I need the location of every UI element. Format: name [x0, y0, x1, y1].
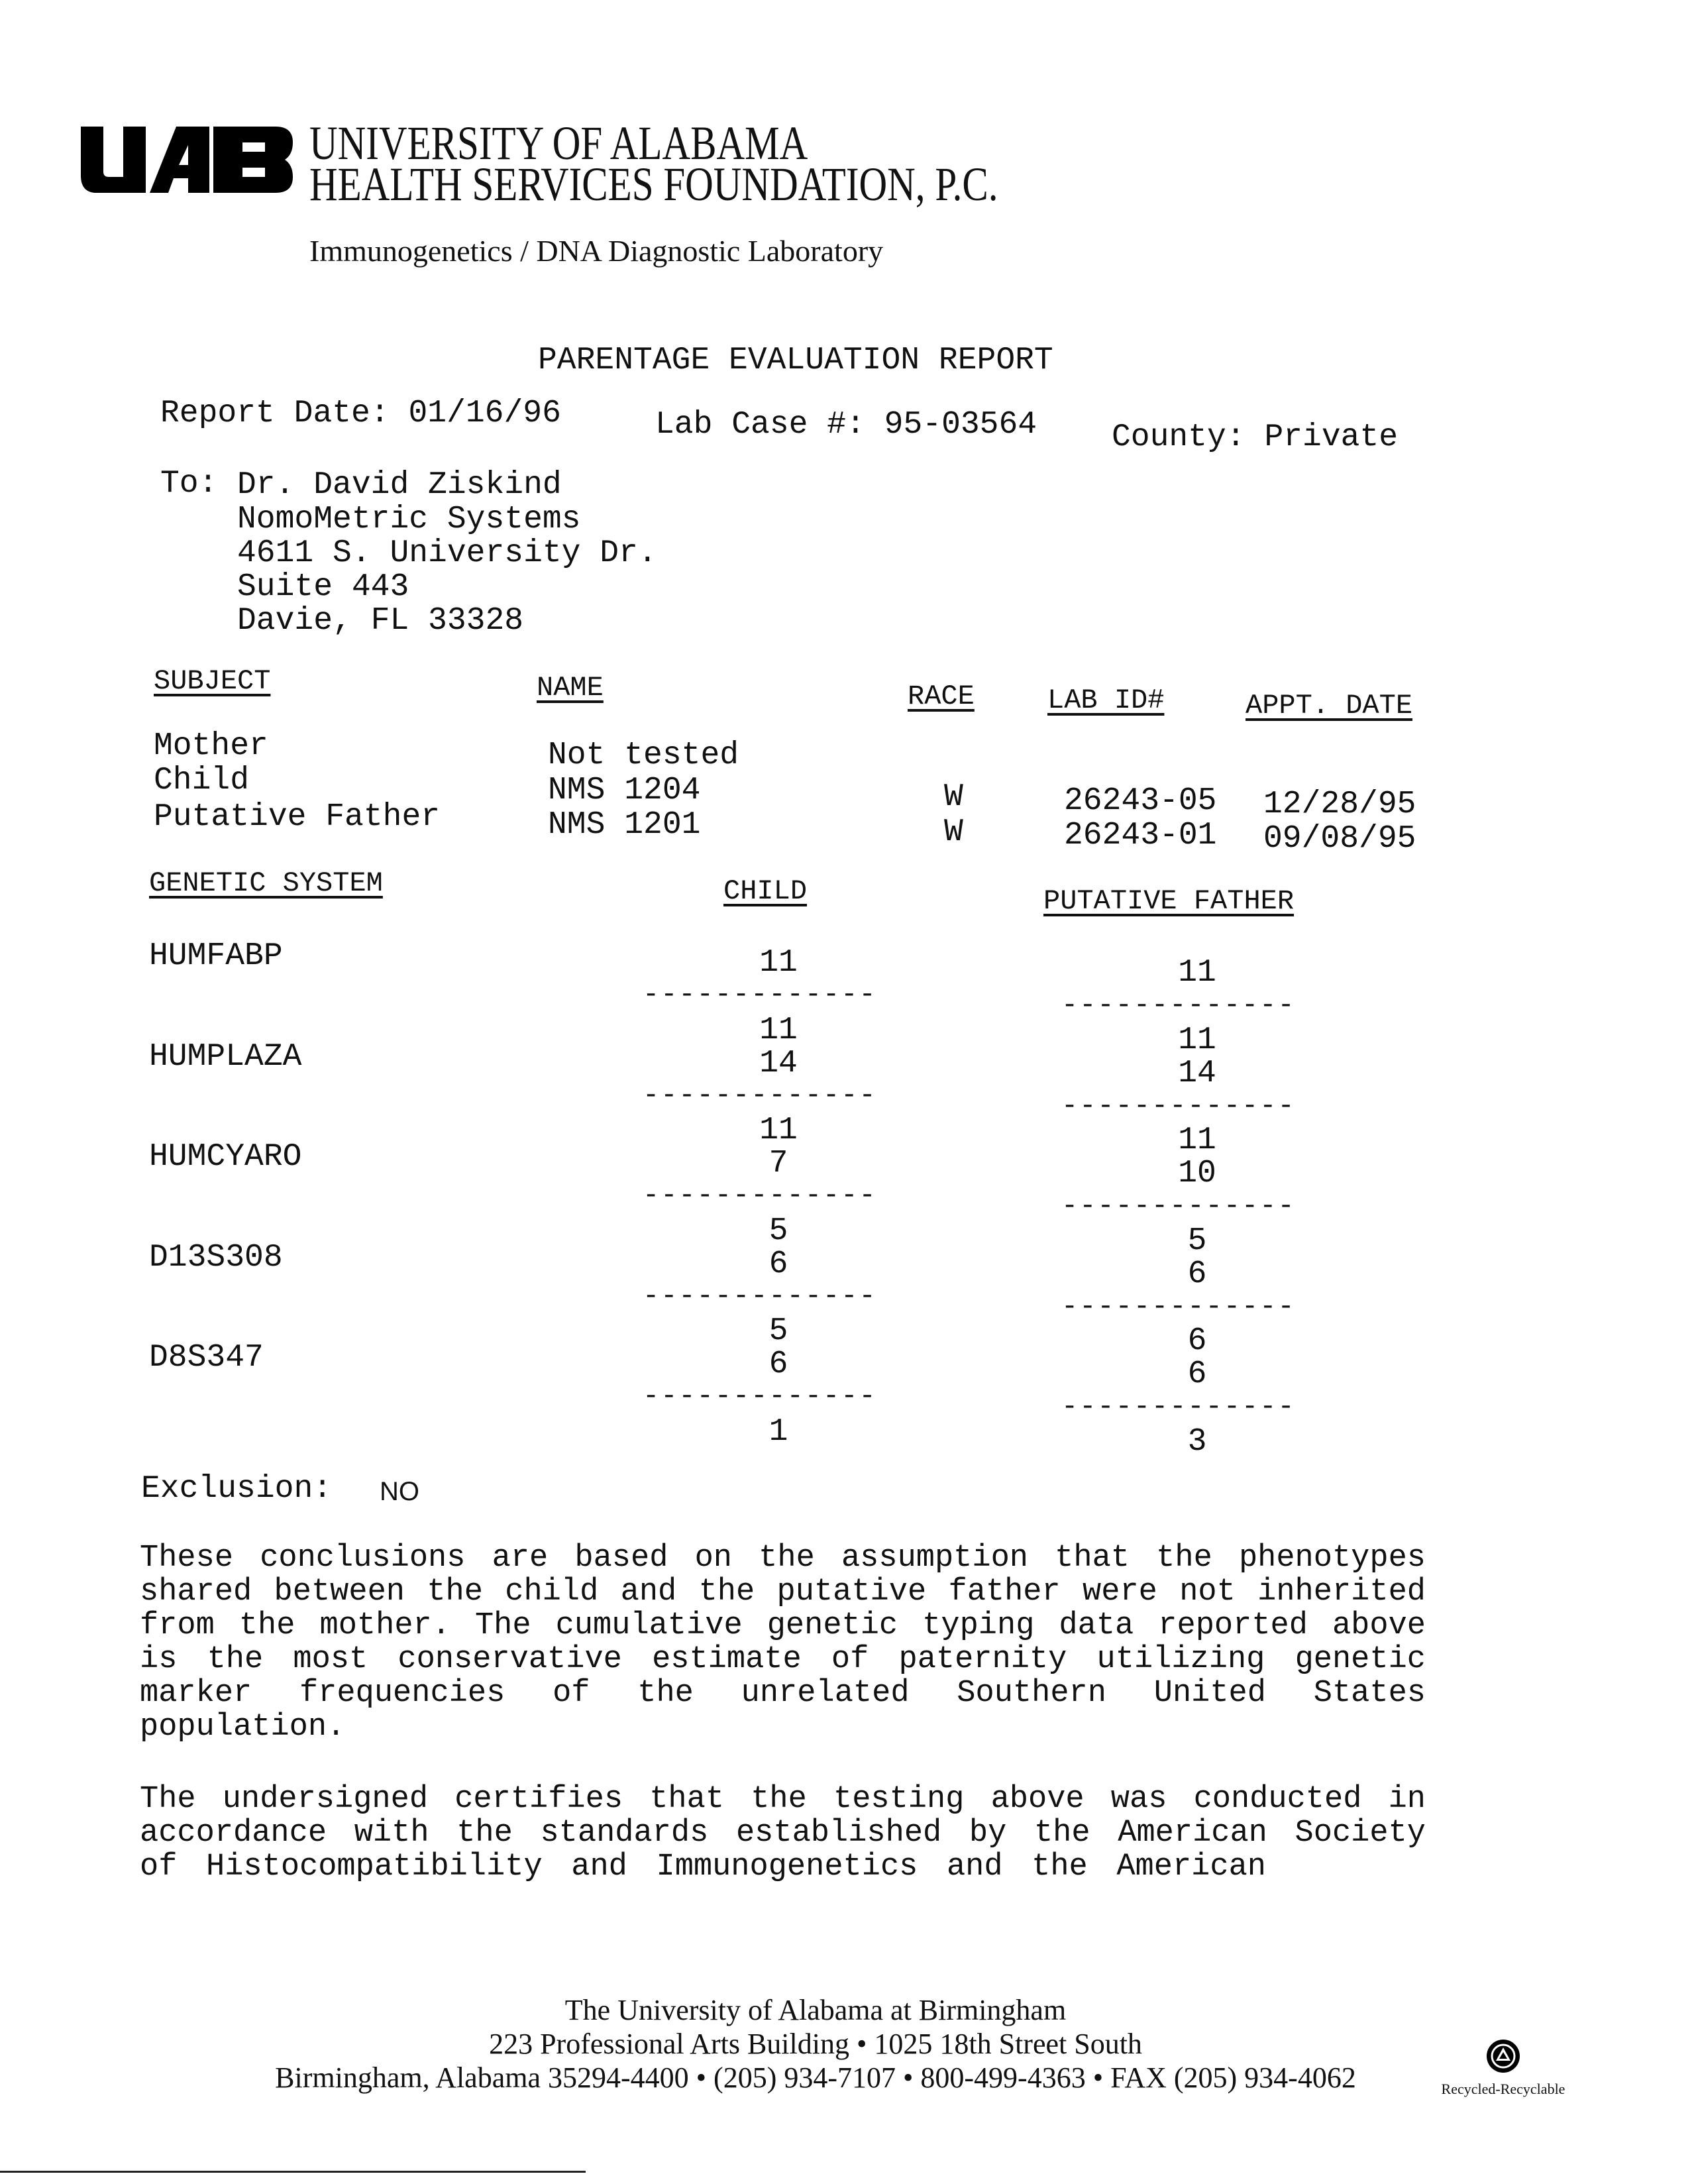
recycle-icon: [1485, 2038, 1521, 2074]
child-allele: 11: [759, 1012, 798, 1048]
father-allele: 6: [1187, 1323, 1207, 1360]
child-allele: 5: [768, 1213, 788, 1249]
header-putative-father: PUTATIVE FATHER: [1043, 885, 1295, 917]
subject-child: Child: [154, 763, 250, 798]
footer-line1: The University of Alabama at Birmingham: [564, 1994, 1067, 2026]
father-total: 3: [1187, 1424, 1207, 1460]
name-mother: Not tested: [548, 737, 739, 773]
paragraph-line: These conclusions are based on the assumption that the phenotypes: [140, 1541, 1426, 1576]
paragraph-line: accordance with the standards established by the American Society: [140, 1816, 1426, 1851]
department-name: Immunogenetics / DNA Diagnostic Laboratory: [309, 234, 884, 268]
name-child: NMS 1204: [548, 773, 701, 808]
genetic-system-name: HUMPLAZA: [149, 1038, 302, 1075]
recipient-line: NomoMetric Systems: [237, 502, 581, 537]
row-separator: -------------: [643, 1380, 877, 1413]
bottom-rule: [0, 2171, 586, 2173]
genetic-system-name: D13S308: [149, 1239, 283, 1276]
paragraph-line: population.: [140, 1710, 346, 1745]
row-separator: -------------: [1061, 1089, 1296, 1122]
father-allele: 11: [1178, 1122, 1216, 1159]
father-allele: 5: [1187, 1223, 1207, 1259]
lab-id-putative-father: 26243-01: [1064, 818, 1217, 853]
race-child: W: [944, 779, 963, 815]
exclusion-value: NO: [380, 1477, 419, 1506]
lab-case-number: Lab Case #: 95-03564: [655, 407, 1037, 443]
child-allele: 7: [768, 1146, 788, 1182]
recycle-label: Recycled-Recyclable: [1441, 2081, 1565, 2097]
header-lab-id: LAB ID#: [1047, 684, 1165, 716]
exclusion-label: Exclusion:: [141, 1471, 333, 1507]
row-separator: -------------: [1061, 1190, 1296, 1223]
org-name-line2: HEALTH SERVICES FOUNDATION, P.C.: [309, 158, 998, 211]
paragraph-line: marker frequencies of the unrelated Southern United States: [140, 1676, 1426, 1711]
row-separator: -------------: [1061, 989, 1296, 1022]
uab-logo: [77, 123, 295, 197]
child-allele: 11: [759, 945, 798, 981]
child-allele: 11: [759, 1113, 798, 1149]
row-separator: -------------: [643, 979, 877, 1011]
subject-mother: Mother: [154, 728, 268, 764]
header-race: RACE: [908, 681, 975, 712]
father-allele: 11: [1178, 955, 1216, 991]
recipient-line: Davie, FL 33328: [237, 603, 524, 639]
recipient-line: Dr. David Ziskind: [237, 467, 562, 503]
paragraph-line: from the mother. The cumulative genetic typing data reported above: [140, 1608, 1426, 1643]
row-separator: -------------: [1061, 1391, 1296, 1423]
row-separator: -------------: [643, 1079, 877, 1111]
header-child: CHILD: [723, 875, 808, 907]
genetic-system-name: D8S347: [149, 1340, 264, 1376]
child-total: 1: [768, 1414, 788, 1450]
child-allele: 14: [759, 1045, 798, 1081]
header-appt-date: APPT. DATE: [1246, 690, 1413, 722]
header-name: NAME: [537, 672, 604, 704]
paragraph-line: The undersigned certifies that the testing above was conducted in: [140, 1782, 1426, 1817]
appt-date-child: 12/28/95: [1263, 787, 1416, 822]
footer-line3: Birmingham, Alabama 35294-4400 • (205) 934-7107 • 800-499-4363 • FAX (205) 934-4062: [275, 2061, 1356, 2094]
appt-date-putative-father: 09/08/95: [1263, 821, 1416, 857]
child-allele: 5: [768, 1313, 788, 1350]
genetic-system-name: HUMFABP: [149, 938, 283, 975]
org-name-line1: UNIVERSITY OF ALABAMA: [309, 117, 808, 170]
paragraph-line: is the most conservative estimate of paternity utilizing genetic: [140, 1642, 1426, 1677]
child-allele: 6: [768, 1346, 788, 1383]
row-separator: -------------: [643, 1179, 877, 1212]
father-allele: 6: [1187, 1256, 1207, 1292]
row-separator: -------------: [1061, 1290, 1296, 1323]
subject-putative-father: Putative Father: [154, 799, 441, 835]
row-separator: -------------: [643, 1280, 877, 1312]
paragraph-line: shared between the child and the putative father were not inherited: [140, 1574, 1426, 1610]
county: County: Private: [1112, 419, 1399, 455]
father-allele: 10: [1178, 1156, 1216, 1192]
recipient-line: Suite 443: [237, 569, 409, 605]
to-label: To:: [160, 466, 218, 502]
father-allele: 6: [1187, 1356, 1207, 1393]
header-genetic-system: GENETIC SYSTEM: [149, 867, 383, 899]
father-allele: 14: [1178, 1055, 1216, 1091]
footer-line2: 223 Professional Arts Building • 1025 18th Street South: [489, 2028, 1142, 2060]
report-title: PARENTAGE EVALUATION REPORT: [538, 343, 1053, 378]
lab-id-child: 26243-05: [1064, 783, 1217, 819]
name-putative-father: NMS 1201: [548, 807, 701, 843]
father-allele: 11: [1178, 1022, 1216, 1058]
child-allele: 6: [768, 1246, 788, 1282]
header-subject: SUBJECT: [154, 665, 271, 697]
report-date: Report Date: 01/16/96: [160, 396, 561, 431]
certification-paragraph: [140, 1782, 1426, 1884]
recipient-line: 4611 S. University Dr.: [237, 535, 657, 571]
genetic-system-name: HUMCYARO: [149, 1139, 302, 1175]
race-putative-father: W: [944, 814, 963, 850]
paragraph-line: of Histocompatibility and Immunogenetics and the American: [140, 1849, 1266, 1884]
conclusion-paragraph: [140, 1541, 1426, 1744]
